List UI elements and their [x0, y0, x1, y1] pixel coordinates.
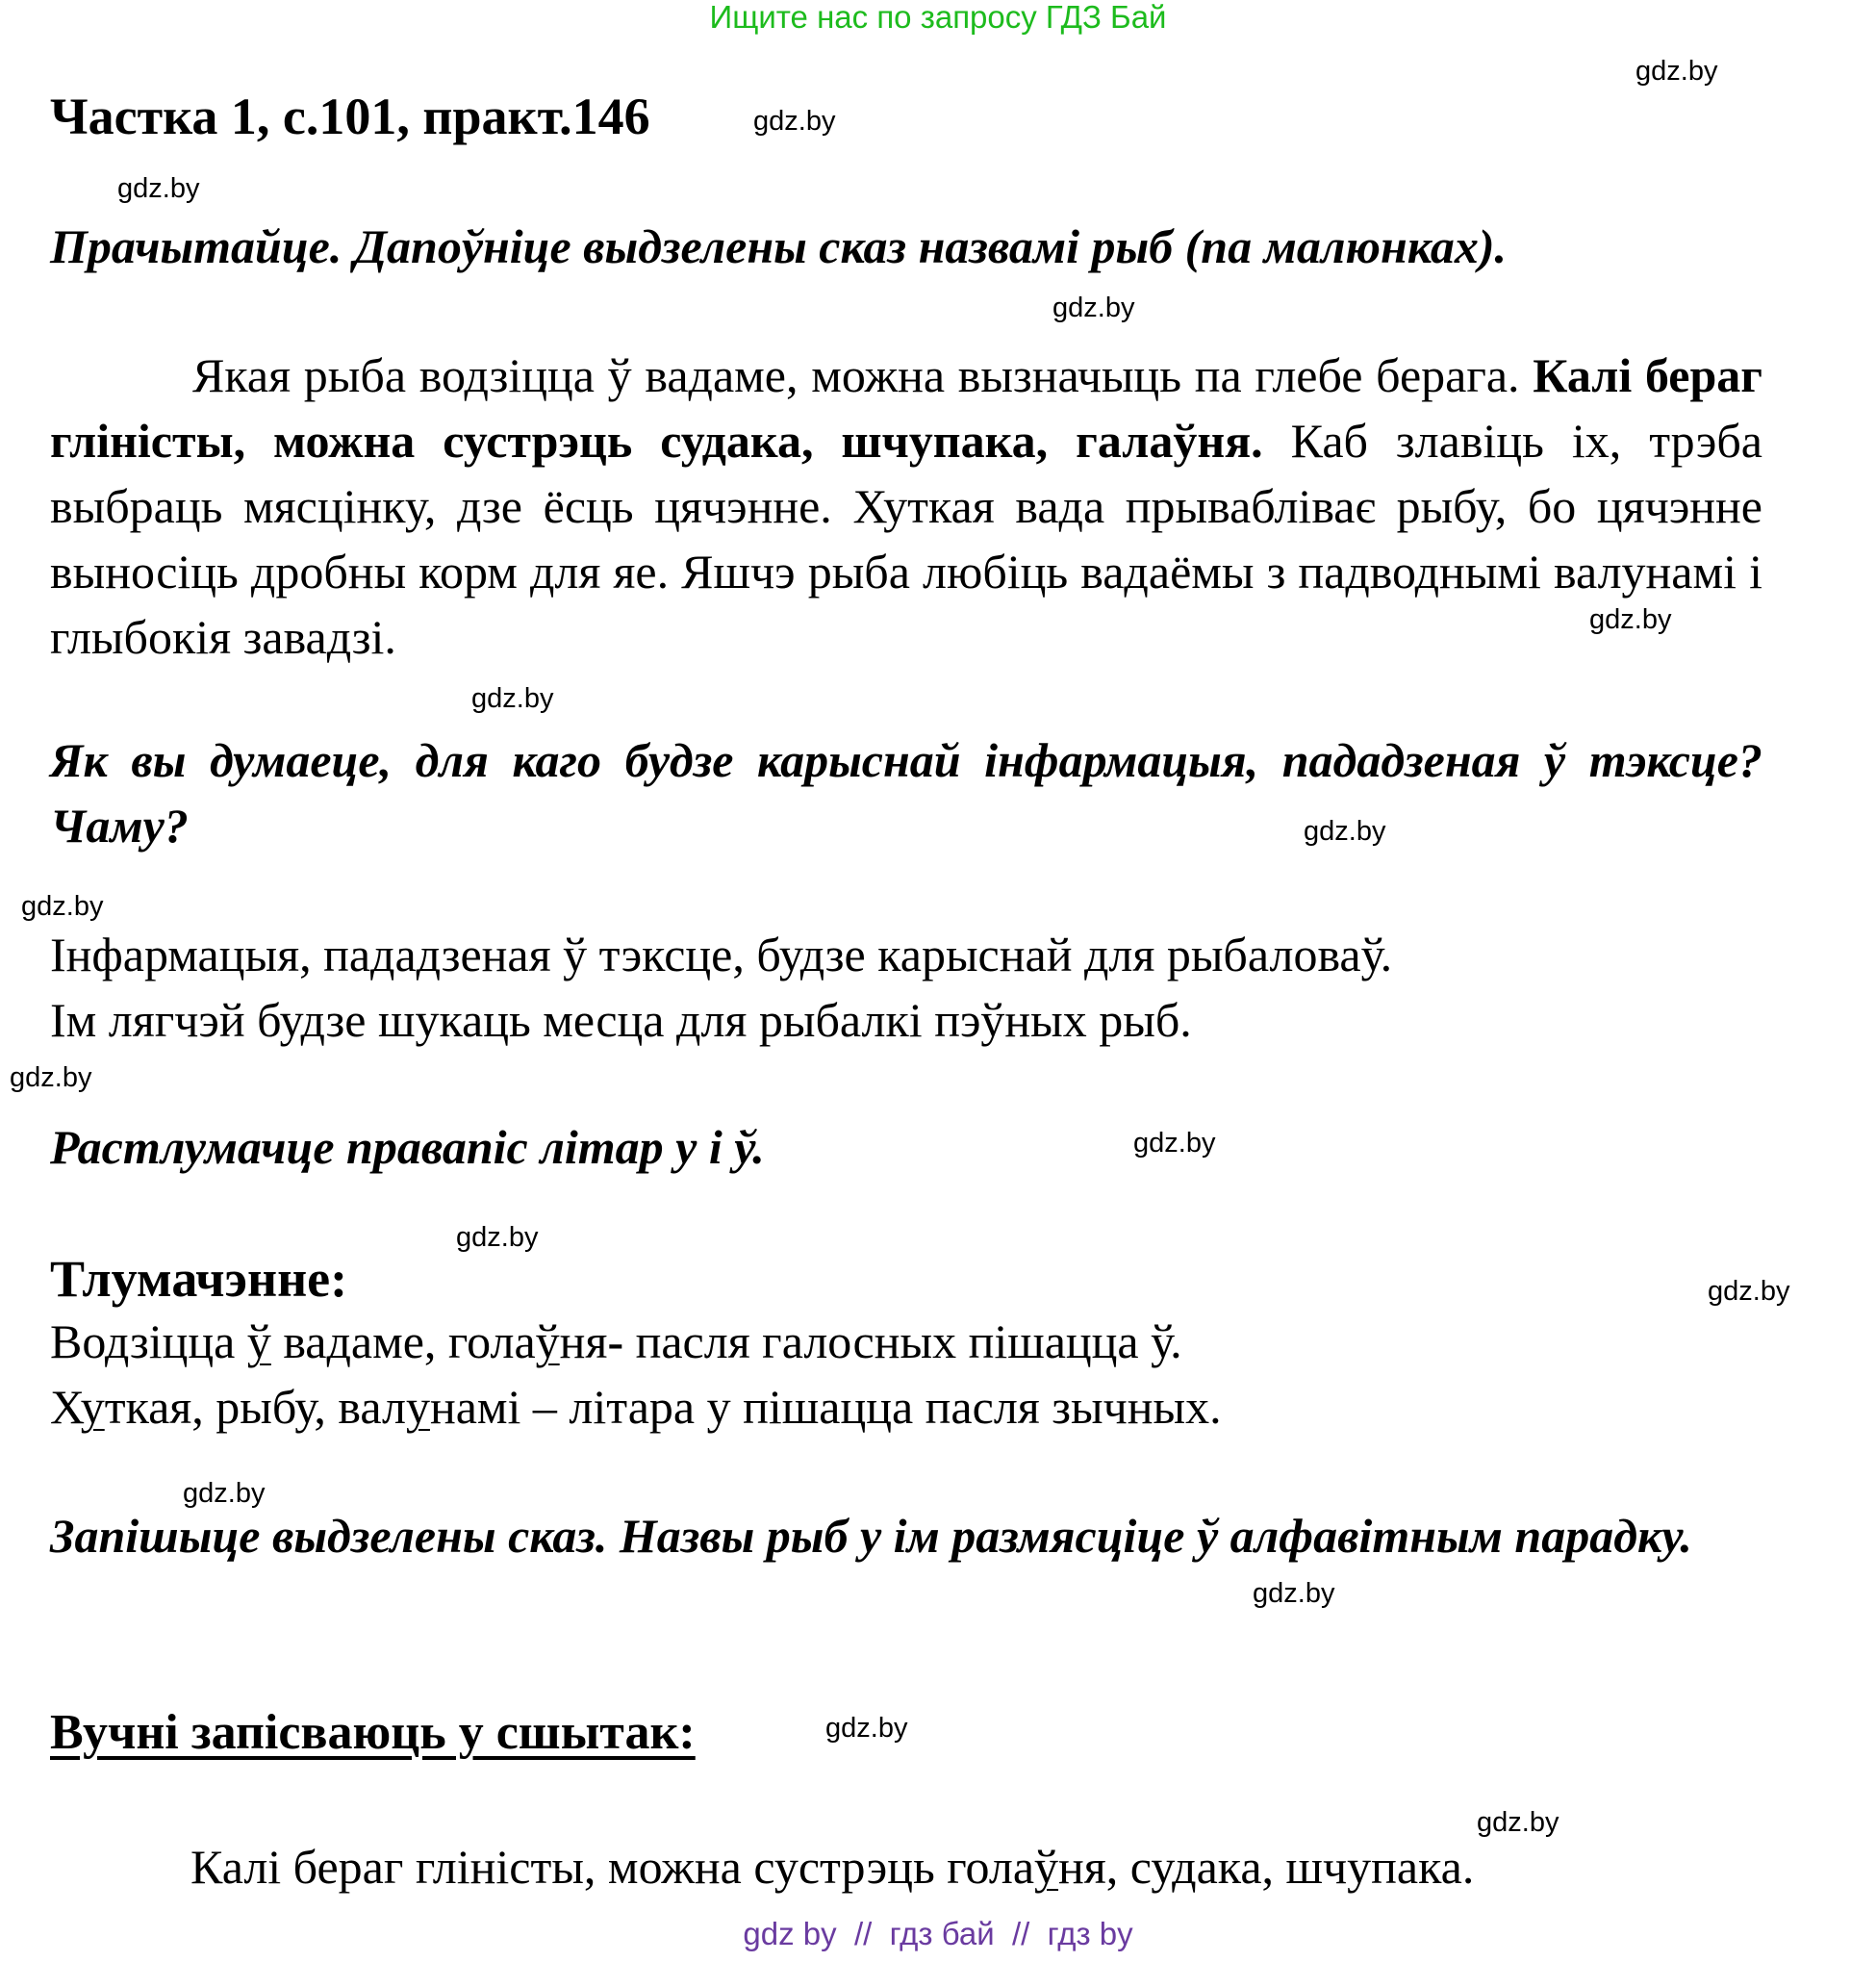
explanation-line-1: Водзіцца ў вадаме, голаўня- пасля галосных пішацца ў. [50, 1314, 1182, 1368]
watermark: gdz.by [1635, 56, 1718, 87]
watermark: gdz.by [183, 1478, 266, 1509]
watermark: gdz.by [753, 106, 836, 137]
watermark: gdz.by [825, 1713, 908, 1744]
answer-2 [50, 922, 1782, 1053]
text-sentence-1: Якая рыба водзіцца ў вадаме, можна вызначыць па глебе берага. [192, 348, 1520, 402]
reading-text [50, 343, 1762, 670]
watermark: gdz.by [10, 1062, 92, 1093]
watermark: gdz.by [1133, 1128, 1216, 1159]
task-3: Растлумачце правапіс літар у і ў. [50, 1120, 765, 1174]
explanation-heading: Тлумачэнне: [50, 1250, 348, 1308]
task-2: Як вы думаеце, для каго будзе карыснай інфармацыя, пададзеная ў тэксце? Чаму? [50, 733, 1762, 853]
explanation-line-2: Хуткая, рыбу, валунамі – літара у пішацца пасля зычных. [50, 1380, 1222, 1434]
top-banner: Ищите нас по запросу ГДЗ Бай [709, 0, 1167, 35]
explanation-text [50, 1309, 1782, 1440]
watermark: gdz.by [117, 173, 200, 204]
watermark: gdz.by [1589, 604, 1672, 635]
watermark: gdz.by [1708, 1276, 1790, 1307]
answer-2-line-1: Інфармацыя, пададзеная ў тэксце, будзе карыснай для рыбаловаў. [50, 928, 1393, 981]
notebook-heading: Вучні запісваюць у сшытак: [50, 1705, 696, 1760]
answer-2-line-2: Ім лягчэй будзе шукаць месца для рыбалкі пэўных рыб. [50, 993, 1192, 1047]
highlighted-sentence: Калі бераг глiнiсты, можна сустрэць судака, шчупака, галаўня. [50, 348, 1763, 468]
watermark: gdz.by [21, 891, 104, 922]
watermark: gdz.by [1477, 1807, 1559, 1838]
watermark: gdz.by [471, 683, 554, 714]
watermark: gdz.by [456, 1222, 539, 1253]
page-title: Частка 1, с.101, практ.146 [50, 88, 650, 145]
task-1: Прачытайце. Дапоўніце выдзелены сказ назвамі рыб (па малюнках). [50, 219, 1507, 273]
watermark: gdz.by [1304, 816, 1386, 847]
footer-links: gdz by // гдз бай // гдз by [743, 1916, 1133, 1951]
notebook-sentence: Калі бераг глiнiсты, можна сустрэць голаўня, судака, шчупака. [190, 1840, 1475, 1894]
watermark: gdz.by [1253, 1578, 1335, 1609]
text-rest: Каб злавiць iх, трэба выбраць мясцiнку, дзе ёсць цячэнне. Хуткая вада прывабліває рыбу, бо цячэнне выносiць дробны корм для яе. Яшчэ рыба любiць вадаёмы з падводнымi валунамi і глыбокія завадзі. [50, 414, 1762, 664]
task-4: Запішыце выдзелены сказ. Назвы рыб у ім размясціце ў алфавітным парадку. [50, 1509, 1692, 1563]
watermark: gdz.by [1052, 293, 1135, 323]
